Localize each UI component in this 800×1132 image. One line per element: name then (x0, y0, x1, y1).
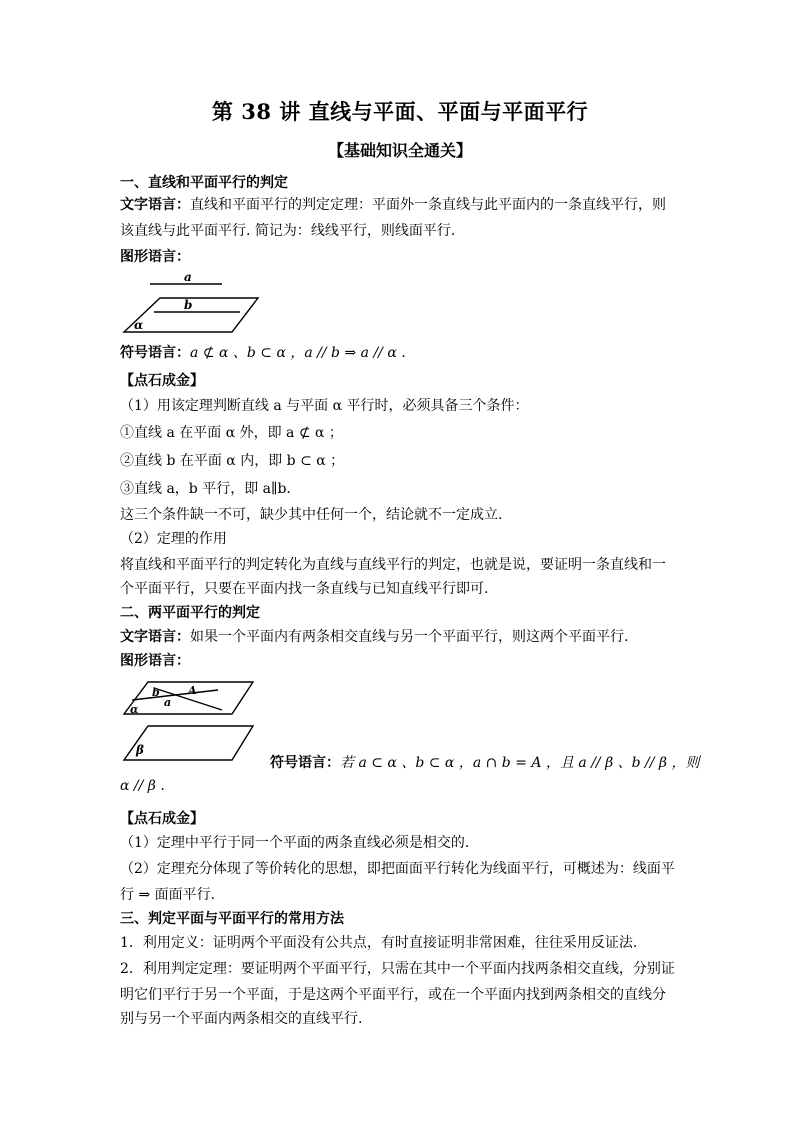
fig1-label-a: a (184, 270, 192, 284)
symbol-expression: 若 a ⊂ α 、b ⊂ α ，a ∩ b = A ，且 a // β 、b // β ，则 (340, 755, 700, 771)
fig2-label-a: a (164, 696, 172, 709)
fig1-label-alpha: α (134, 318, 144, 332)
tips2-heading: 【点石成金】 (120, 811, 204, 827)
text-label: 文字语言： (120, 629, 190, 645)
tips1-p1: （1）用该定理判断直线 a 与平面 α 平行时，必须具备三个条件： (120, 398, 529, 414)
section3-p1: 1．利用定义：证明两个平面没有公共点，有时直接证明非常困难，往往采用反证法. (120, 935, 638, 951)
section3-heading: 三、判定平面与平面平行的常用方法 (120, 911, 344, 927)
page-subtitle: 【基础知识全通关】 (327, 141, 472, 160)
section3-p4: 别与另一个平面内两条相交的直线平行. (120, 1011, 363, 1027)
text-body: 如果一个平面内有两条相交直线与另一个平面平行，则这两个平面平行. (190, 629, 629, 645)
section1-figure-label: 图形语言： (120, 249, 190, 265)
text-label: 文字语言： (120, 197, 190, 213)
section3-p2: 2．利用判定定理：要证明两个平面平行，只需在其中一个平面内找两条相交直线，分别证 (120, 961, 675, 977)
section3-p3: 明它们平行于另一个平面，于是这两个平面平行，或在一个平面内找到两条相交的直线分 (120, 987, 666, 1003)
line-plane-figure (118, 268, 268, 336)
fig2-label-alpha: α (130, 703, 139, 716)
symbol-label: 符号语言： (120, 345, 190, 361)
section2-symbol-line2: α // β . (120, 778, 165, 794)
tips1-p3: （2）定理的作用 (120, 531, 227, 547)
section1-heading: 一、直线和平面平行的判定 (120, 175, 288, 191)
tips1-heading: 【点石成金】 (120, 373, 204, 389)
section1-text-line2: 该直线与此平面平行. 简记为：线线平行，则线面平行. (120, 223, 456, 239)
plane-plane-figure (118, 672, 263, 774)
section2-symbol-line (270, 752, 699, 772)
section2-figure-label: 图形语言： (120, 653, 190, 669)
tips2-p3: 行 ⇒ 面面平行. (120, 887, 216, 903)
tips2-p2: （2）定理充分体现了等价转化的思想，即把面面平行转化为线面平行，可概述为：线面平 (120, 861, 675, 877)
tips1-condition3: ③直线 a，b 平行，即 a∥b. (120, 481, 291, 497)
tips1-p4: 将直线和平面平行的判定转化为直线与直线平行的判定，也就是说，要证明一条直线和一 (120, 557, 666, 573)
symbol-expression: a ⊄ α 、b ⊂ α ，a // b ⇒ a // α . (190, 345, 406, 361)
fig2-label-A: A (188, 684, 197, 697)
tips1-p2: 这三个条件缺一不可，缺少其中任何一个，结论就不一定成立. (120, 507, 503, 523)
tips1-condition1: ①直线 a 在平面 α 外，即 a ⊄ α ； (120, 425, 343, 441)
fig2-label-b: b (152, 686, 160, 699)
symbol-label: 符号语言： (270, 755, 340, 771)
tips1-p5: 个平面平行，只要在平面内找一条直线与已知直线平行即可. (120, 581, 489, 597)
fig2-label-beta: β (136, 743, 144, 757)
section1-text-line1 (120, 194, 666, 214)
tips2-p1: （1）定理中平行于同一个平面的两条直线必须是相交的. (120, 835, 470, 851)
section1-symbol-line (120, 342, 406, 362)
fig1-label-b: b (184, 298, 193, 312)
tips1-condition2: ②直线 b 在平面 α 内，即 b ⊂ α ； (120, 453, 345, 469)
page-title: 第 38 讲 直线与平面、平面与平面平行 (211, 99, 589, 124)
section2-heading: 二、两平面平行的判定 (120, 605, 260, 621)
text-body: 直线和平面平行的判定定理：平面外一条直线与此平面内的一条直线平行，则 (190, 197, 666, 213)
section2-text-line (120, 626, 628, 646)
